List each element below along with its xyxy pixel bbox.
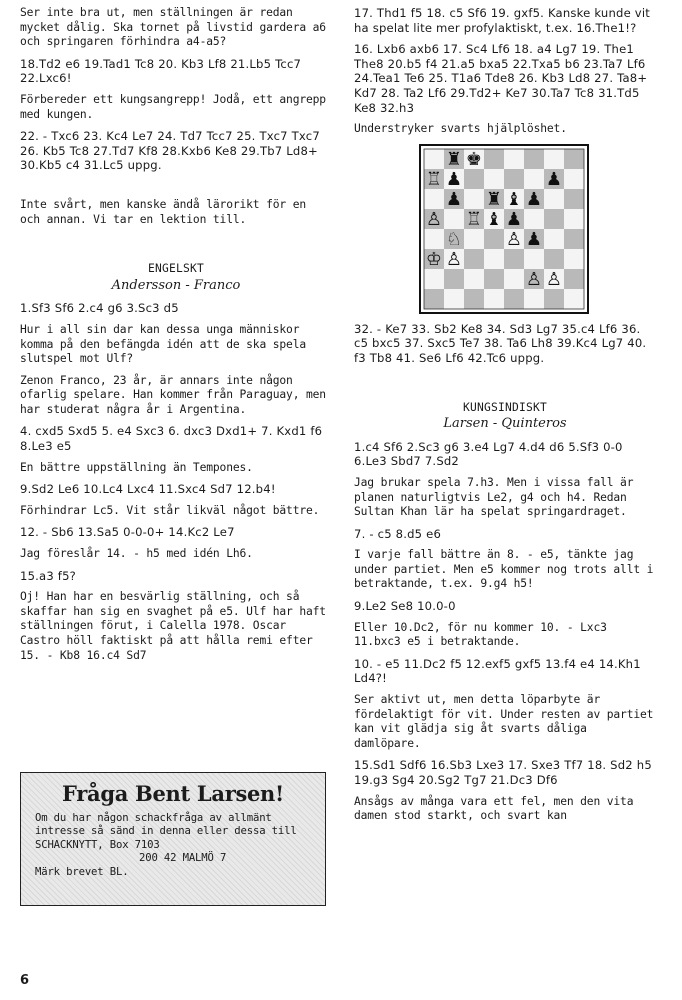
board-square: [424, 189, 444, 209]
move-list: 15.a3 f5?: [20, 568, 77, 583]
commentary-paragraph: Jag föreslår 14. - h5 med idén Lh6.: [20, 547, 253, 561]
board-square: [564, 289, 584, 309]
box-text: [35, 812, 311, 880]
black-king-piece: ♚: [465, 148, 483, 170]
board-square: [564, 269, 584, 289]
black-pawn-piece: ♟: [525, 188, 543, 210]
commentary-paragraph: Förhindrar Lc5. Vit står likväl något bättre.: [20, 503, 320, 517]
board-square: [544, 289, 564, 309]
commentary-paragraph: En bättre uppställning än Tempones.: [20, 460, 253, 474]
board-square: [444, 289, 464, 309]
board-square: [444, 209, 464, 229]
board-square: [524, 209, 544, 229]
white-pawn-piece: ♙: [545, 268, 563, 290]
left-column: [20, 6, 332, 670]
board-square: [504, 169, 524, 189]
commentary-paragraph: Eller 10.Dc2, för nu kommer 10. - Lxc3 11.bxc3 e5 i betraktande.: [354, 620, 607, 649]
move-list: 12. - Sb6 13.Sa5 0-0-0+ 14.Kc2 Le7: [20, 525, 235, 540]
commentary-paragraph: I varje fall bättre än 8. - e5, tänkte jag under partiet. Men e5 kommer nog trots allt i betraktande, t.ex. 9.g4 h5!: [354, 548, 654, 591]
black-pawn-piece: ♟: [525, 228, 543, 250]
move-list: 32. - Ke7 33. Sb2 Ke8 34. Sd3 Lg7 35.c4 Lf6 36. c5 bxc5 37. Sxc5 Te7 38. Ta6 Lh8 39.Kc4 Lg7 40. f3 Tb8 41. Se6 Lf6 42.Tc6 uppg.: [354, 321, 647, 365]
white-pawn-piece: ♙: [525, 268, 543, 290]
white-knight-piece: ♘: [445, 228, 463, 250]
box-address: 200 42 MALMÖ 7: [139, 852, 227, 865]
game-players: Andersson - Franco: [111, 277, 241, 293]
commentary-paragraph: Ansågs av många vara ett fel, men den vita damen stod starkt, och svart kan: [354, 794, 634, 823]
white-pawn-piece: ♙: [425, 208, 443, 230]
board-square: [484, 169, 504, 189]
white-pawn-piece: ♙: [505, 228, 523, 250]
commentary-paragraph: Förbereder ett kungsangrepp! Jodå, ett angrepp med kungen.: [20, 92, 326, 121]
board-square: [564, 169, 584, 189]
board-square: [484, 269, 504, 289]
board-square: [564, 189, 584, 209]
black-pawn-piece: ♟: [545, 168, 563, 190]
move-list: 17. Thd1 f5 18. c5 Sf6 19. gxf5. Kanske kunde vit ha spelat lite mer profylaktiskt, t.ex. 16.The1!?: [354, 6, 651, 35]
board-square: [464, 289, 484, 309]
board-square: [544, 189, 564, 209]
box-line: Märk brevet BL.: [35, 865, 129, 878]
black-pawn-piece: ♟: [445, 168, 463, 190]
commentary-paragraph: Jag brukar spela 7.h3. Men i vissa fall är planen naturligtvis Le2, g4 och h4. Redan Sultan Khan lär ha spelat springardraget.: [354, 475, 634, 519]
move-list: 4. cxd5 Sxd5 5. e4 Sxc3 6. dxc3 Dxd1+ 7. Kxd1 f6 8.Le3 e5: [20, 424, 323, 454]
board-square: [524, 149, 544, 169]
board-square: [464, 189, 484, 209]
white-pawn-piece: ♙: [445, 248, 463, 270]
move-list: 18.Td2 e6 19.Tad1 Tc8 20. Kb3 Lf8 21.Lb5 Tcc7 22.Lxc6!: [20, 56, 302, 86]
board-square: [544, 209, 564, 229]
board-square: [504, 269, 524, 289]
board-square: [564, 229, 584, 249]
board-square: [464, 229, 484, 249]
box-title: Fråga Bent Larsen!: [62, 781, 284, 806]
board-square: [464, 249, 484, 269]
black-rook-piece: ♜: [485, 188, 503, 210]
board-square: [524, 289, 544, 309]
move-list: 9.Sd2 Le6 10.Lc4 Lxc4 11.Sxc4 Sd7 12.b4!: [20, 482, 276, 497]
move-list: 1.c4 Sf6 2.Sc3 g6 3.e4 Lg7 4.d4 d6 5.Sf3 0-0 6.Le3 Sbd7 7.Sd2: [354, 439, 623, 469]
board-square: [564, 209, 584, 229]
right-column: [354, 6, 656, 831]
game-players: Larsen - Quinteros: [443, 416, 567, 432]
board-square: [524, 249, 544, 269]
commentary-paragraph: Zenon Franco, 23 år, är annars inte någon ofarlig spelare. Han kommer från Paraguay, men har studerat några år i Argentina.: [20, 373, 326, 416]
move-list: 16. Lxb6 axb6 17. Sc4 Lf6 18. a4 Lg7 19. The1 The8 20.b5 f4 21.a5 bxa5 22.Txa5 b6 23.Ta7 Lf6 24.Tea1 Te6 25. T1a6 Tde8 26. Kb3 Ld8 27. Ta8+ Kd7 28. Ta2 Lf6 29.Td2+ Ke7 30.Ta7 Tc8 31.Td5 Ke8 32.h3: [354, 42, 648, 115]
board-square: [444, 269, 464, 289]
board-square: [564, 149, 584, 169]
board-square: [504, 149, 524, 169]
board-square: [424, 289, 444, 309]
board-square: [524, 169, 544, 189]
page-number: 6: [20, 973, 30, 988]
box-line: Om du har någon schackfråga av allmänt intresse så sänd in denna eller dessa till SCHACKNYTT, Box 7103: [35, 811, 297, 851]
black-rook-piece: ♜: [445, 148, 463, 170]
white-rook-piece: ♖: [425, 168, 443, 190]
opening-heading: ENGELSKT: [147, 262, 204, 276]
black-bishop-piece: ♝: [485, 208, 503, 230]
board-square: [464, 269, 484, 289]
move-list: 9.Le2 Se8 10.0-0: [354, 599, 456, 614]
commentary-paragraph: Ser aktivt ut, men detta löparbyte är fördelaktigt för vit. Under resten av partiet kan vit glädja sig åt svarts dåliga damlöpare.: [354, 693, 654, 750]
commentary-paragraph: Oj! Han har en besvärlig ställning, och så skaffar han sig en svaghet på e5. Ulf har haft ställningen förut, i Calella 1978. Oscar Castro höll faktiskt på att hålla remi efter 15. - Kb8 16.c4 Sd7: [20, 590, 326, 662]
board-square: [544, 229, 564, 249]
move-list: 22. - Txc6 23. Kc4 Le7 24. Td7 Tcc7 25. Txc7 Txc7 26. Kb5 Tc8 27.Td7 Kf8 28.Kxb6 Ke8 29.Tb7 Ld8+ 30.Kb5 c4 31.Lc5 uppg.: [20, 129, 320, 173]
white-rook-piece: ♖: [465, 208, 483, 230]
move-list: 7. - c5 8.d5 e6: [354, 526, 442, 541]
board-square: [484, 249, 504, 269]
commentary-paragraph: Understryker svarts hjälplöshet.: [354, 122, 567, 136]
board-square: [424, 229, 444, 249]
black-bishop-piece: ♝: [505, 188, 523, 210]
board-square: [504, 289, 524, 309]
black-pawn-piece: ♟: [445, 188, 463, 210]
chess-diagram: [419, 144, 589, 314]
commentary-paragraph: Ser inte bra ut, men ställningen är redan mycket dålig. Ska tornet på livstid gardera a6 och springaren förhindra a4-a5?: [20, 6, 326, 49]
move-list: 1.Sf3 Sf6 2.c4 g6 3.Sc3 d5: [20, 301, 179, 316]
board-square: [484, 289, 504, 309]
board-square: [504, 249, 524, 269]
commentary-paragraph: Inte svårt, men kanske ändå lärorikt för en och annan. Vi tar en lektion till.: [20, 197, 307, 226]
black-pawn-piece: ♟: [505, 208, 523, 230]
board-square: [484, 229, 504, 249]
board-square: [544, 249, 564, 269]
board-square: [424, 269, 444, 289]
opening-heading: KUNGSINDISKT: [462, 400, 547, 414]
board-square: [424, 149, 444, 169]
white-king-piece: ♔: [425, 248, 443, 270]
chess-board: [419, 144, 589, 314]
move-list: 15.Sd1 Sdf6 16.Sb3 Lxe3 17. Sxe3 Tf7 18. Sd2 h5 19.g3 Sg4 20.Sg2 Tg7 21.Dc3 Df6: [354, 758, 652, 787]
board-square: [564, 249, 584, 269]
board-square: [544, 149, 564, 169]
ask-bent-larsen-box: [20, 772, 326, 906]
move-list: 10. - e5 11.Dc2 f5 12.exf5 gxf5 13.f4 e4 14.Kh1 Ld4?!: [354, 656, 641, 686]
commentary-paragraph: Hur i all sin dar kan dessa unga människor komma på den befängda idén att de ska spela slutspel mot Ulf?: [20, 322, 307, 366]
board-square: [464, 169, 484, 189]
board-square: [484, 149, 504, 169]
